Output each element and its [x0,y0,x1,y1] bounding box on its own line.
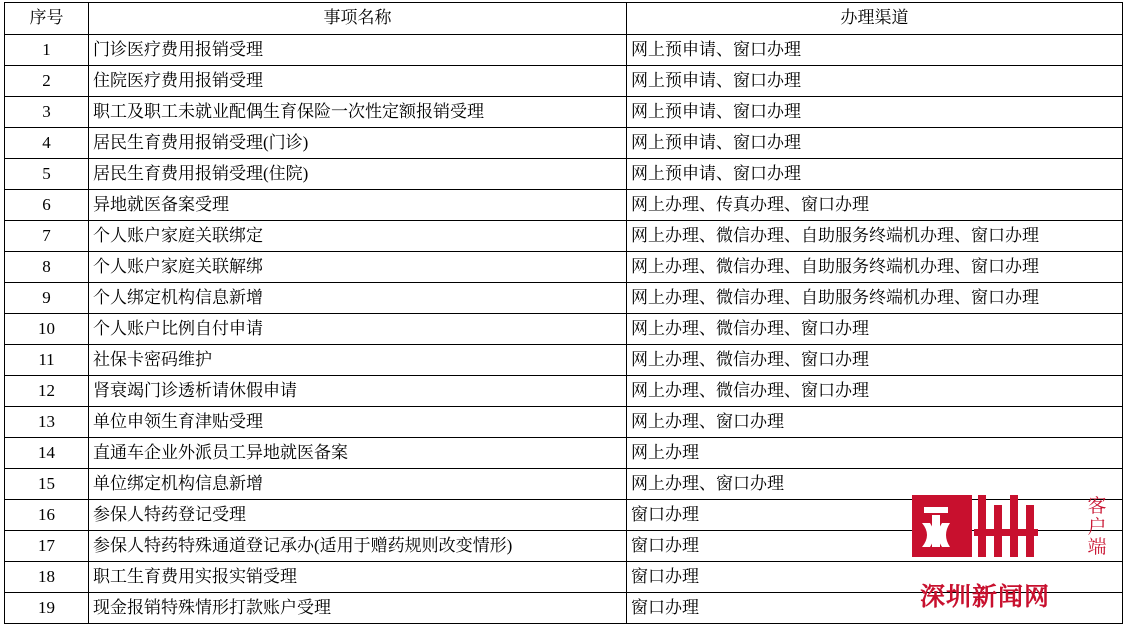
table-row [5,438,1123,469]
table-row [5,469,1123,500]
column-header-name: 事项名称 [89,3,627,35]
cell-channel: 网上办理、窗口办理 [627,407,1123,438]
cell-channel: 网上预申请、窗口办理 [627,35,1123,66]
cell-channel: 窗口办理 [627,500,1123,531]
cell-channel: 网上办理、窗口办理 [627,469,1123,500]
table-row [5,97,1123,128]
matters-table [4,2,1123,624]
watermark-side-char: 户 [1087,516,1107,538]
cell-channel: 网上预申请、窗口办理 [627,159,1123,190]
cell-channel: 网上办理、传真办理、窗口办理 [627,190,1123,221]
cell-channel: 窗口办理 [627,593,1123,624]
cell-no: 19 [5,593,89,624]
cell-matter-name: 职工及职工未就业配偶生育保险一次性定额报销受理 [89,97,627,128]
table-row [5,221,1123,252]
cell-matter-name: 肾衰竭门诊透析请休假申请 [89,376,627,407]
cell-no: 4 [5,128,89,159]
cell-channel: 网上预申请、窗口办理 [627,97,1123,128]
cell-matter-name: 职工生育费用实报实销受理 [89,562,627,593]
cell-channel: 窗口办理 [627,562,1123,593]
cell-no: 17 [5,531,89,562]
cell-matter-name: 参保人特药登记受理 [89,500,627,531]
cell-matter-name: 现金报销特殊情形打款账户受理 [89,593,627,624]
cell-no: 3 [5,97,89,128]
table-row [5,283,1123,314]
cell-no: 15 [5,469,89,500]
table-row [5,252,1123,283]
watermark-side-char: 端 [1087,537,1107,559]
cell-channel: 网上办理、微信办理、自助服务终端机办理、窗口办理 [627,221,1123,252]
table-row [5,407,1123,438]
document-page [0,2,1126,623]
cell-matter-name: 异地就医备案受理 [89,190,627,221]
cell-no: 11 [5,345,89,376]
table-row [5,66,1123,97]
cell-no: 5 [5,159,89,190]
table-header-row [5,3,1123,35]
cell-channel: 窗口办理 [627,531,1123,562]
cell-channel: 网上办理、微信办理、窗口办理 [627,345,1123,376]
cell-matter-name: 社保卡密码维护 [89,345,627,376]
cell-matter-name: 门诊医疗费用报销受理 [89,35,627,66]
cell-no: 13 [5,407,89,438]
cell-channel: 网上办理、微信办理、窗口办理 [627,314,1123,345]
table-row [5,190,1123,221]
cell-channel: 网上预申请、窗口办理 [627,66,1123,97]
watermark-brand-text: 深圳新闻网 [920,584,1051,611]
cell-matter-name: 个人账户比例自付申请 [89,314,627,345]
cell-no: 7 [5,221,89,252]
cell-matter-name: 个人账户家庭关联绑定 [89,221,627,252]
cell-channel: 网上办理 [627,438,1123,469]
cell-matter-name: 个人绑定机构信息新增 [89,283,627,314]
table-row [5,376,1123,407]
table-row [5,593,1123,624]
cell-channel: 网上预申请、窗口办理 [627,128,1123,159]
cell-no: 12 [5,376,89,407]
cell-matter-name: 住院医疗费用报销受理 [89,66,627,97]
cell-matter-name: 单位申领生育津贴受理 [89,407,627,438]
cell-no: 2 [5,66,89,97]
cell-matter-name: 居民生育费用报销受理(住院) [89,159,627,190]
cell-matter-name: 参保人特药特殊通道登记承办(适用于赠药规则改变情形) [89,531,627,562]
table-row [5,128,1123,159]
table-header [5,3,1123,35]
cell-channel: 网上办理、微信办理、自助服务终端机办理、窗口办理 [627,252,1123,283]
cell-matter-name: 单位绑定机构信息新增 [89,469,627,500]
cell-matter-name: 直通车企业外派员工异地就医备案 [89,438,627,469]
cell-no: 9 [5,283,89,314]
cell-matter-name: 个人账户家庭关联解绑 [89,252,627,283]
column-header-no: 序号 [5,3,89,35]
cell-matter-name: 居民生育费用报销受理(门诊) [89,128,627,159]
table-row [5,500,1123,531]
table-row [5,159,1123,190]
table-row [5,314,1123,345]
table-row [5,562,1123,593]
cell-no: 10 [5,314,89,345]
cell-channel: 网上办理、微信办理、自助服务终端机办理、窗口办理 [627,283,1123,314]
cell-channel: 网上办理、微信办理、窗口办理 [627,376,1123,407]
watermark-side-char: 客 [1087,496,1107,517]
column-header-channel: 办理渠道 [627,3,1123,35]
cell-no: 1 [5,35,89,66]
cell-no: 16 [5,500,89,531]
cell-no: 8 [5,252,89,283]
cell-no: 14 [5,438,89,469]
table-row [5,35,1123,66]
cell-no: 18 [5,562,89,593]
table-body [5,35,1123,624]
table-row [5,345,1123,376]
cell-no: 6 [5,190,89,221]
table-row [5,531,1123,562]
